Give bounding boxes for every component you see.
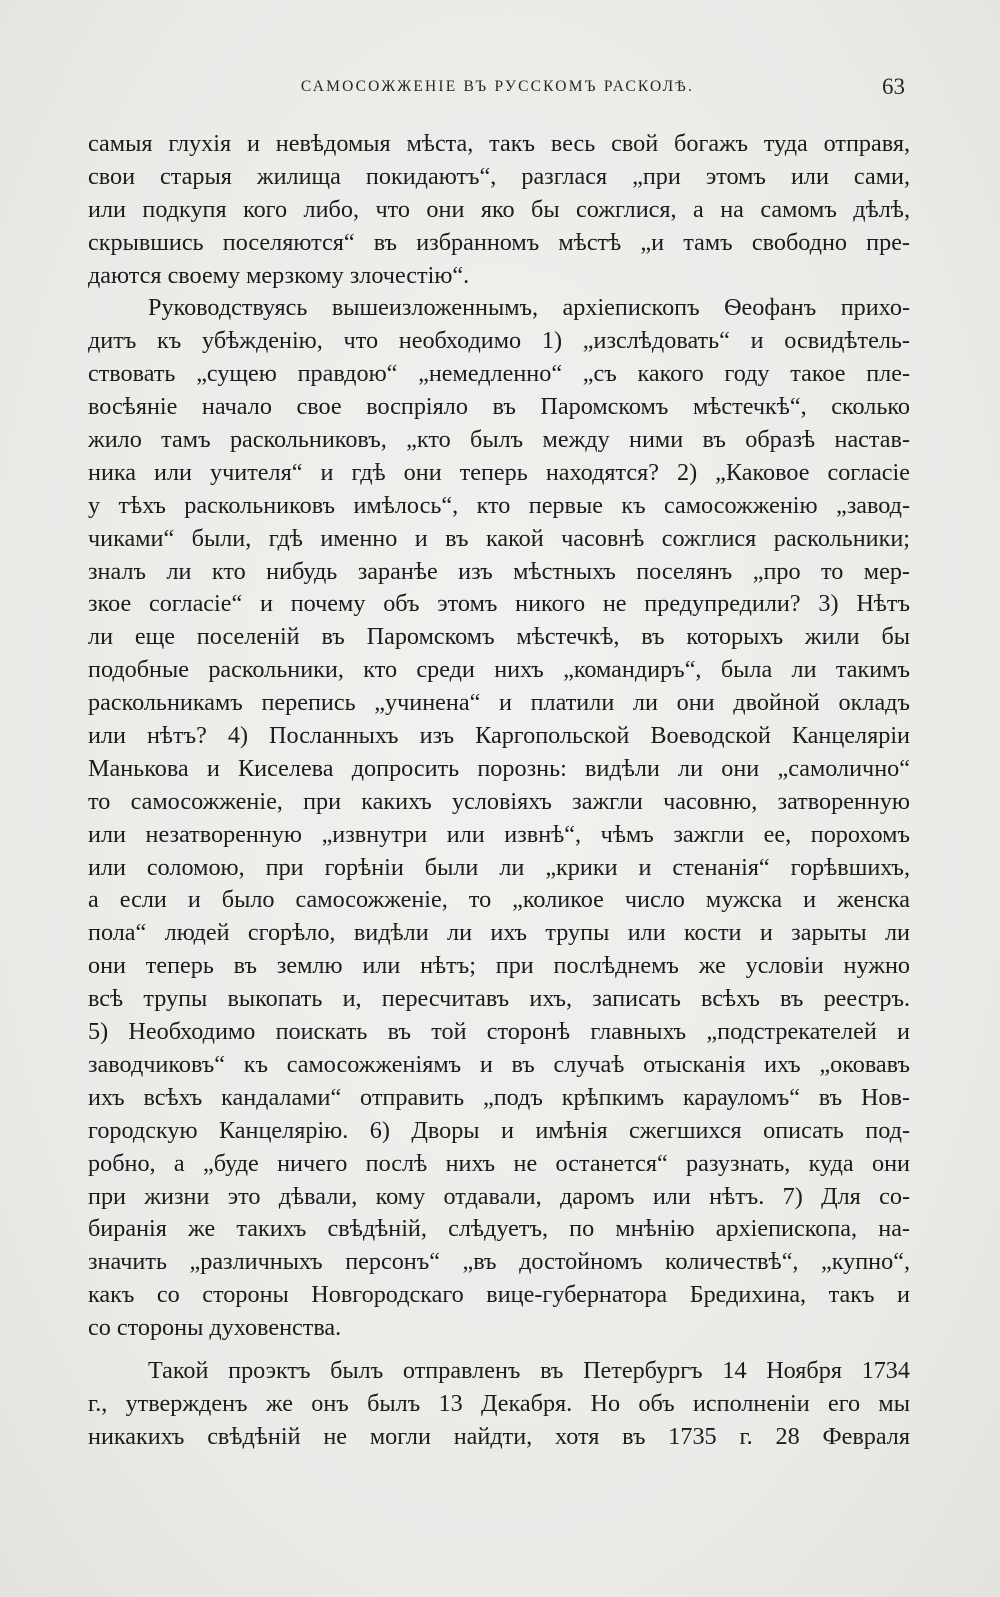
text-line: раскольникамъ перепись „учинена“ и платили ли они двойной окладъ <box>88 689 910 717</box>
paragraph-2 <box>88 292 910 1345</box>
text-line: ли еще поселеній въ Паромскомъ мѣстечкѣ, въ которыхъ жили бы <box>88 623 910 651</box>
text-line: Такой проэктъ былъ отправленъ въ Петербургъ 14 Ноября 1734 <box>148 1356 910 1384</box>
text-line: а если и было самосожженіе, то „коликое число мужска и женска <box>88 886 910 914</box>
text-line: свои старыя жилища покидаютъ“, разглася „при этомъ или сами, <box>88 162 910 190</box>
text-line: скрывшись поселяются“ въ избранномъ мѣстѣ „и тамъ свободно пре- <box>88 228 910 256</box>
paragraph-1 <box>88 128 910 292</box>
text-line: ника или учителя“ и гдѣ они теперь находятся? 2) „Каковое согласіе <box>88 458 910 486</box>
text-line: у тѣхъ раскольниковъ имѣлось“, кто первые къ самосожженію „завод- <box>88 491 910 519</box>
text-line: Манькова и Киселева допросить порознь: видѣли ли они „самолично“ <box>88 754 910 782</box>
text-line: городскую Канцелярію. 6) Дворы и имѣнія сжегшихся описать под- <box>88 1116 910 1144</box>
running-title: САМОСОЖЖЕНІЕ ВЪ РУССКОМЪ РАСКОЛѢ. <box>300 78 695 95</box>
paragraph-3 <box>88 1355 910 1454</box>
text-line: зкое согласіе“ и почему объ этомъ никого не предупредили? 3) Нѣтъ <box>88 590 910 618</box>
text-line: восѣяніе начало свое воспріяло въ Паромскомъ мѣстечкѣ“, сколько <box>88 393 910 421</box>
text-line: никакихъ свѣдѣній не могли найдти, хотя въ 1735 г. 28 Февраля <box>88 1422 910 1450</box>
text-line: робно, а „буде ничего послѣ нихъ не останется“ разузнать, куда они <box>88 1149 910 1177</box>
running-head <box>90 74 905 104</box>
text-line: даются своему мерзкому злочестію“. <box>88 261 470 289</box>
text-line: 5) Необходимо поискать въ той сторонѣ главныхъ „подстрекателей и <box>88 1018 910 1046</box>
text-line: или нѣтъ? 4) Посланныхъ изъ Каргопольской Воеводской Канцеляріи <box>88 722 910 750</box>
text-line: то самосожженіе, при какихъ условіяхъ зажгли часовню, затворенную <box>88 787 910 815</box>
text-line: или подкупя кого либо, что они яко бы сожглися, а на самомъ дѣлѣ, <box>88 195 910 223</box>
text-line: заводчиковъ“ къ самосожженіямъ и въ случаѣ отысканія ихъ „оковавъ <box>88 1050 910 1078</box>
text-line: всѣ трупы выкопать и, пересчитавъ ихъ, записать всѣхъ въ реестръ. <box>88 985 910 1013</box>
text-line: биранія же такихъ свѣдѣній, слѣдуетъ, по мнѣнію архіепископа, на- <box>88 1215 910 1243</box>
page-number: 63 <box>882 74 905 99</box>
text-line: или соломою, при горѣніи были ли „крики и стенанія“ горѣвшихъ, <box>88 853 910 881</box>
text-line: они теперь въ землю или нѣтъ; при послѣднемъ же условіи нужно <box>88 952 910 980</box>
body-text <box>88 128 910 1454</box>
text-line: ихъ всѣхъ кандалами“ отправить „подъ крѣпкимъ карауломъ“ въ Нов- <box>88 1083 910 1111</box>
text-line: со стороны духовенства. <box>88 1314 342 1342</box>
text-line: при жизни это дѣвали, кому отдавали, даромъ или нѣтъ. 7) Для со- <box>88 1182 910 1210</box>
text-line: самыя глухія и невѣдомыя мѣста, такъ весь свой богажъ туда отправя, <box>88 130 910 157</box>
text-line: значить „различныхъ персонъ“ „въ достойномъ количествѣ“, „купно“, <box>88 1248 910 1276</box>
text-line: зналъ ли кто нибудь заранѣе изъ мѣстныхъ поселянъ „про то мер- <box>88 557 910 585</box>
text-line: г., утвержденъ же онъ былъ 13 Декабря. Но объ исполненіи его мы <box>88 1389 910 1417</box>
text-line: дитъ къ убѣжденію, что необходимо 1) „изслѣдовать“ и освидѣтель- <box>88 327 910 355</box>
text-line: или незатворенную „извнутри или извнѣ“, чѣмъ зажгли ее, порохомъ <box>88 820 910 848</box>
paragraph-gap <box>88 1345 910 1355</box>
text-line: Руководствуясь вышеизложеннымъ, архіепископъ Ѳеофанъ прихо- <box>148 294 910 322</box>
text-line: жило тамъ раскольниковъ, „кто былъ между ними въ образѣ настав- <box>88 426 910 454</box>
text-line: пола“ людей сгорѣло, видѣли ли ихъ трупы или кости и зарыты ли <box>88 919 910 947</box>
text-line: ствовать „сущею правдою“ „немедленно“ „съ какого году такое пле- <box>88 360 910 388</box>
text-line: какъ со стороны Новгородскаго вице-губернатора Бредихина, такъ и <box>88 1281 910 1309</box>
text-line: чиками“ были, гдѣ именно и въ какой часовнѣ сожглися раскольники; <box>88 524 910 552</box>
text-line: подобные раскольники, кто среди нихъ „командиръ“, была ли такимъ <box>88 656 910 684</box>
